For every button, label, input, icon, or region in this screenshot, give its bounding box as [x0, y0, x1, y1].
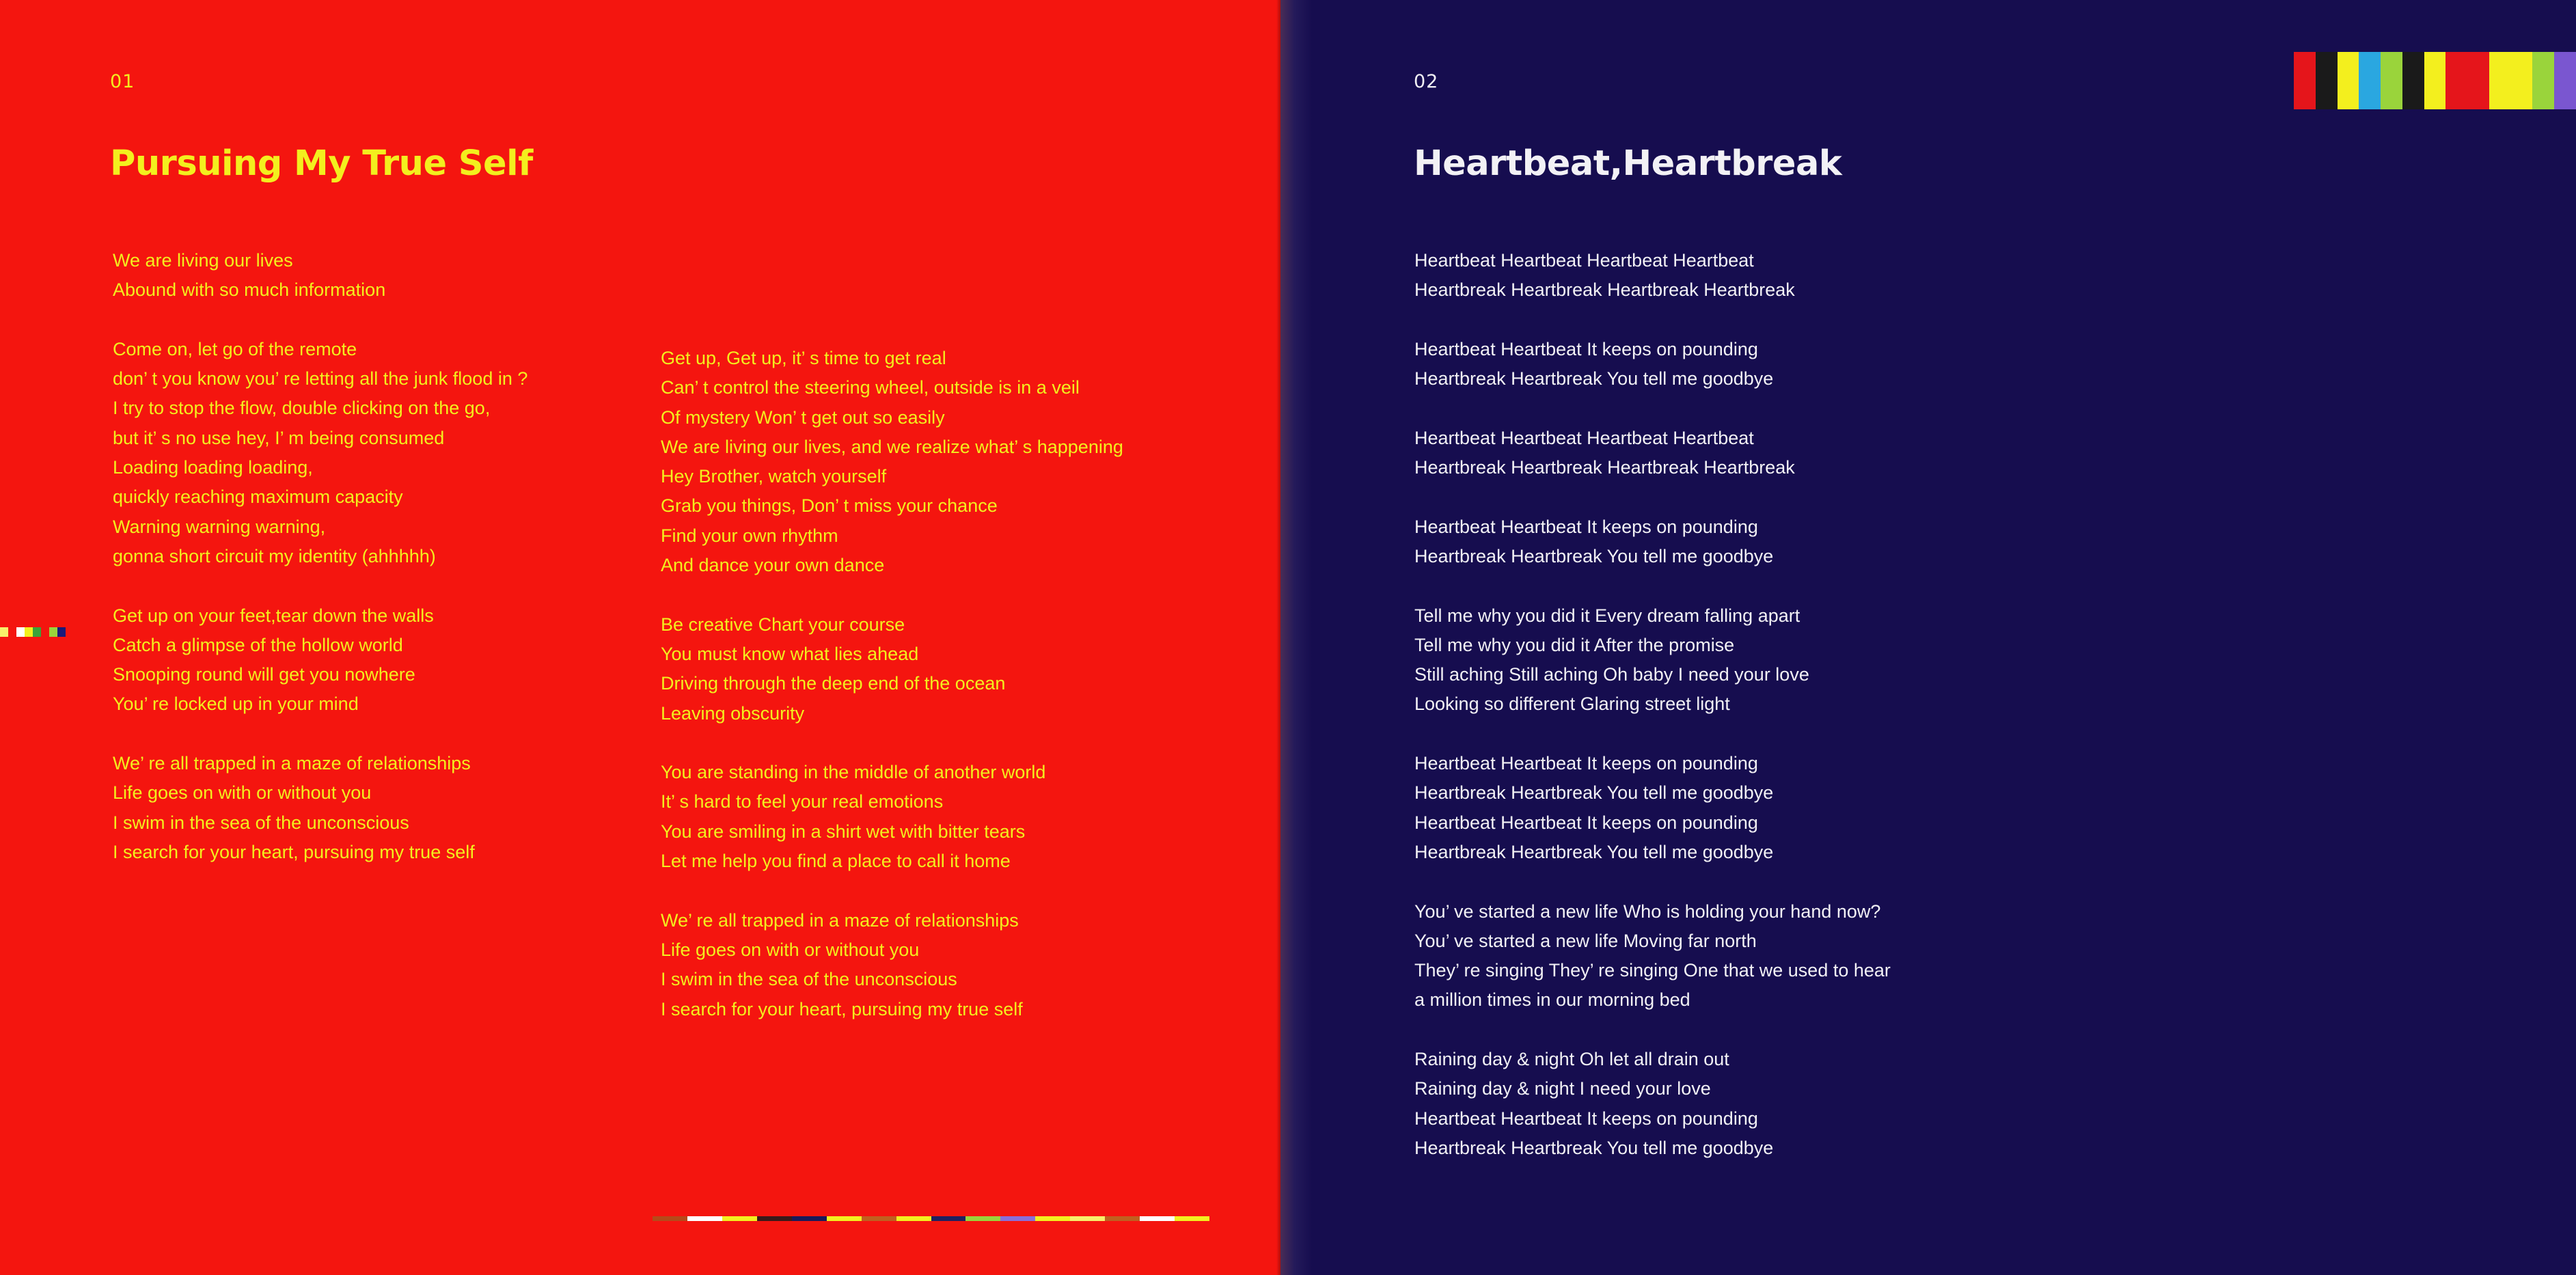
lyric-stanza	[1414, 246, 1891, 305]
right-page	[1280, 0, 2576, 1275]
lyric-line: but it’ s no use hey, I’ m being consumed	[113, 427, 445, 448]
page-number: 02	[1414, 71, 1439, 92]
page-number: 01	[110, 71, 135, 92]
lyric-line: I swim in the sea of the unconscious	[113, 812, 409, 833]
lyric-line: Heartbeat Heartbeat Heartbeat Heartbeat	[1414, 250, 1754, 271]
lyric-stanza	[1414, 424, 1891, 483]
stripe-segment	[2359, 52, 2381, 109]
stripe-segment	[931, 1216, 966, 1221]
stripe-segment	[2532, 52, 2554, 109]
lyric-line: Raining day & night I need your love	[1414, 1078, 1711, 1099]
stripe-segment	[1105, 1216, 1140, 1221]
stripe-segment	[1000, 1216, 1035, 1221]
lyric-line: Be creative Chart your course	[661, 614, 905, 635]
lyric-line: Tell me why you did it Every dream falling apart	[1414, 605, 1800, 626]
lyric-line: Get up on your feet,tear down the walls	[113, 605, 434, 626]
lyric-line: They’ re singing They’ re singing One that we used to hear	[1414, 960, 1891, 981]
color-stripe-bottom	[653, 1216, 1209, 1221]
lyric-line: Grab you things, Don’ t miss your chance	[661, 495, 998, 517]
stripe-segment	[862, 1216, 896, 1221]
stripe-segment	[1175, 1216, 1209, 1221]
lyric-line: And dance your own dance	[661, 555, 885, 576]
lyric-line: Heartbreak Heartbreak You tell me goodbye	[1414, 1137, 1774, 1158]
stripe-segment	[827, 1216, 862, 1221]
song-title: Heartbeat,Heartbreak	[1414, 143, 1842, 184]
stripe-segment	[2511, 52, 2533, 109]
lyric-line: You are smiling in a shirt wet with bitter tears	[661, 821, 1026, 842]
song-title: Pursuing My True Self	[110, 143, 533, 184]
lyric-line: We are living our lives	[113, 250, 293, 271]
stripe-segment	[2338, 52, 2359, 109]
lyric-line: Heartbreak Heartbreak You tell me goodbye	[1414, 368, 1774, 389]
lyric-line: It’ s hard to feel your real emotions	[661, 791, 944, 812]
lyric-line: Get up, Get up, it’ s time to get real	[661, 348, 946, 368]
lyric-line: Heartbreak Heartbreak You tell me goodbye	[1414, 782, 1774, 804]
stripe-segment	[2402, 52, 2424, 109]
stripe-segment	[16, 627, 25, 637]
stripe-segment	[965, 1216, 1000, 1221]
lyric-stanza	[1414, 335, 1891, 394]
lyric-line: Leaving obscurity	[661, 702, 805, 724]
lyric-line: Still aching Still aching Oh baby I need your love	[1414, 664, 1809, 685]
lyric-line: Driving through the deep end of the ocean	[661, 673, 1006, 694]
lyric-line: Warning warning warning,	[113, 516, 326, 537]
lyric-line: Catch a glimpse of the hollow world	[113, 634, 403, 655]
lyric-line: We’ re all trapped in a maze of relationships	[661, 909, 1019, 931]
lyrics-column-1	[113, 246, 527, 897]
lyric-line: Abound with so much information	[113, 279, 386, 301]
lyric-line: Heartbeat Heartbeat Heartbeat Heartbeat	[1414, 427, 1754, 448]
lyric-stanza	[113, 246, 527, 305]
lyric-line: You’ ve started a new life Moving far north	[1414, 930, 1757, 951]
lyric-line: Of mystery Won’ t get out so easily	[661, 407, 945, 428]
stripe-segment	[687, 1216, 722, 1221]
stripe-segment	[8, 627, 16, 637]
lyric-stanza	[1414, 1045, 1891, 1163]
lyric-line: Let me help you find a place to call it home	[661, 851, 1011, 872]
lyric-line: You’ re locked up in your mind	[113, 694, 359, 715]
stripe-segment	[2294, 52, 2316, 109]
stripe-segment	[2381, 52, 2402, 109]
left-page	[0, 0, 1280, 1275]
lyric-line: I search for your heart, pursuing my true self	[113, 841, 475, 862]
lyric-line: Heartbeat Heartbeat It keeps on pounding	[1414, 1108, 1758, 1129]
stripe-segment	[2424, 52, 2446, 109]
stripe-segment	[33, 627, 41, 637]
lyric-stanza	[661, 344, 1123, 580]
lyric-stanza	[661, 758, 1123, 876]
lyric-line: Can’ t control the steering wheel, outside is in a veil	[661, 377, 1080, 398]
lyric-line: Heartbeat Heartbeat It keeps on pounding	[1414, 338, 1758, 359]
lyric-line: Heartbreak Heartbreak You tell me goodbye	[1414, 841, 1774, 862]
lyric-line: Heartbreak Heartbreak You tell me goodbye	[1414, 545, 1774, 566]
lyric-line: Heartbreak Heartbreak Heartbreak Heartbreak	[1414, 457, 1795, 478]
lyric-stanza	[661, 610, 1123, 728]
lyrics-column	[1414, 246, 1891, 1193]
lyric-line: We are living our lives, and we realize what’ s happening	[661, 436, 1123, 457]
lyric-line: I try to stop the flow, double clicking on the go,	[113, 398, 491, 419]
lyric-line: You’ ve started a new life Who is holding your hand now?	[1414, 901, 1881, 922]
gutter-shadow	[1280, 0, 1312, 1275]
lyric-stanza	[1414, 601, 1891, 719]
stripe-segment	[792, 1216, 827, 1221]
lyrics-column-2	[661, 344, 1123, 1054]
stripe-segment	[2445, 52, 2467, 109]
lyric-line: Come on, let go of the remote	[113, 338, 357, 359]
lyric-stanza	[113, 601, 527, 719]
stripe-segment	[2489, 52, 2511, 109]
lyric-line: We’ re all trapped in a maze of relationships	[113, 753, 471, 774]
lyric-line: Loading loading loading,	[113, 457, 313, 478]
lyric-line: Raining day & night Oh let all drain out	[1414, 1049, 1729, 1070]
lyric-line: Tell me why you did it After the promise	[1414, 634, 1735, 655]
lyric-line: You are standing in the middle of another world	[661, 762, 1046, 783]
lyric-line: Hey Brother, watch yourself	[661, 466, 887, 487]
stripe-segment	[25, 627, 33, 637]
lyric-stanza	[1414, 749, 1891, 867]
lyric-line: gonna short circuit my identity (ahhhhh)	[113, 545, 436, 566]
stripe-segment	[2316, 52, 2338, 109]
lyric-line: I swim in the sea of the unconscious	[661, 969, 957, 990]
stripe-segment	[0, 627, 8, 637]
stripe-segment	[57, 627, 66, 637]
lyric-line: quickly reaching maximum capacity	[113, 486, 403, 508]
lyric-stanza	[113, 749, 527, 867]
stripe-segment	[1035, 1216, 1070, 1221]
lyric-line: You must know what lies ahead	[661, 643, 919, 664]
lyric-stanza	[661, 906, 1123, 1024]
stripe-segment	[757, 1216, 792, 1221]
lyric-line: a million times in our morning bed	[1414, 989, 1690, 1011]
lyric-line: Life goes on with or without you	[661, 939, 920, 960]
lyric-line: Heartbeat Heartbeat It keeps on pounding	[1414, 812, 1758, 833]
lyric-line: Life goes on with or without you	[113, 782, 372, 804]
lyric-line: Heartbeat Heartbeat It keeps on pounding	[1414, 516, 1758, 537]
lyric-line: Looking so different Glaring street light	[1414, 694, 1730, 715]
stripe-segment	[49, 627, 57, 637]
lyric-stanza	[1414, 512, 1891, 572]
lyric-stanza	[113, 335, 527, 571]
stripe-segment	[1140, 1216, 1175, 1221]
lyric-line: Heartbreak Heartbreak Heartbreak Heartbreak	[1414, 279, 1795, 301]
stripe-segment	[2554, 52, 2576, 109]
color-stripe-left-edge	[0, 627, 66, 637]
stripe-segment	[41, 627, 49, 637]
stripe-segment	[722, 1216, 757, 1221]
color-stripe-top-right	[2294, 52, 2576, 109]
stripe-segment	[653, 1216, 687, 1221]
lyric-line: Heartbeat Heartbeat It keeps on pounding	[1414, 753, 1758, 774]
stripe-segment	[2467, 52, 2489, 109]
stripe-segment	[1070, 1216, 1105, 1221]
lyric-line: don’ t you know you’ re letting all the junk flood in ?	[113, 368, 528, 389]
lyric-stanza	[1414, 897, 1891, 1015]
lyric-line: Snooping round will get you nowhere	[113, 664, 415, 685]
lyric-line: Find your own rhythm	[661, 525, 838, 546]
stripe-segment	[896, 1216, 931, 1221]
lyric-line: I search for your heart, pursuing my true self	[661, 998, 1023, 1019]
